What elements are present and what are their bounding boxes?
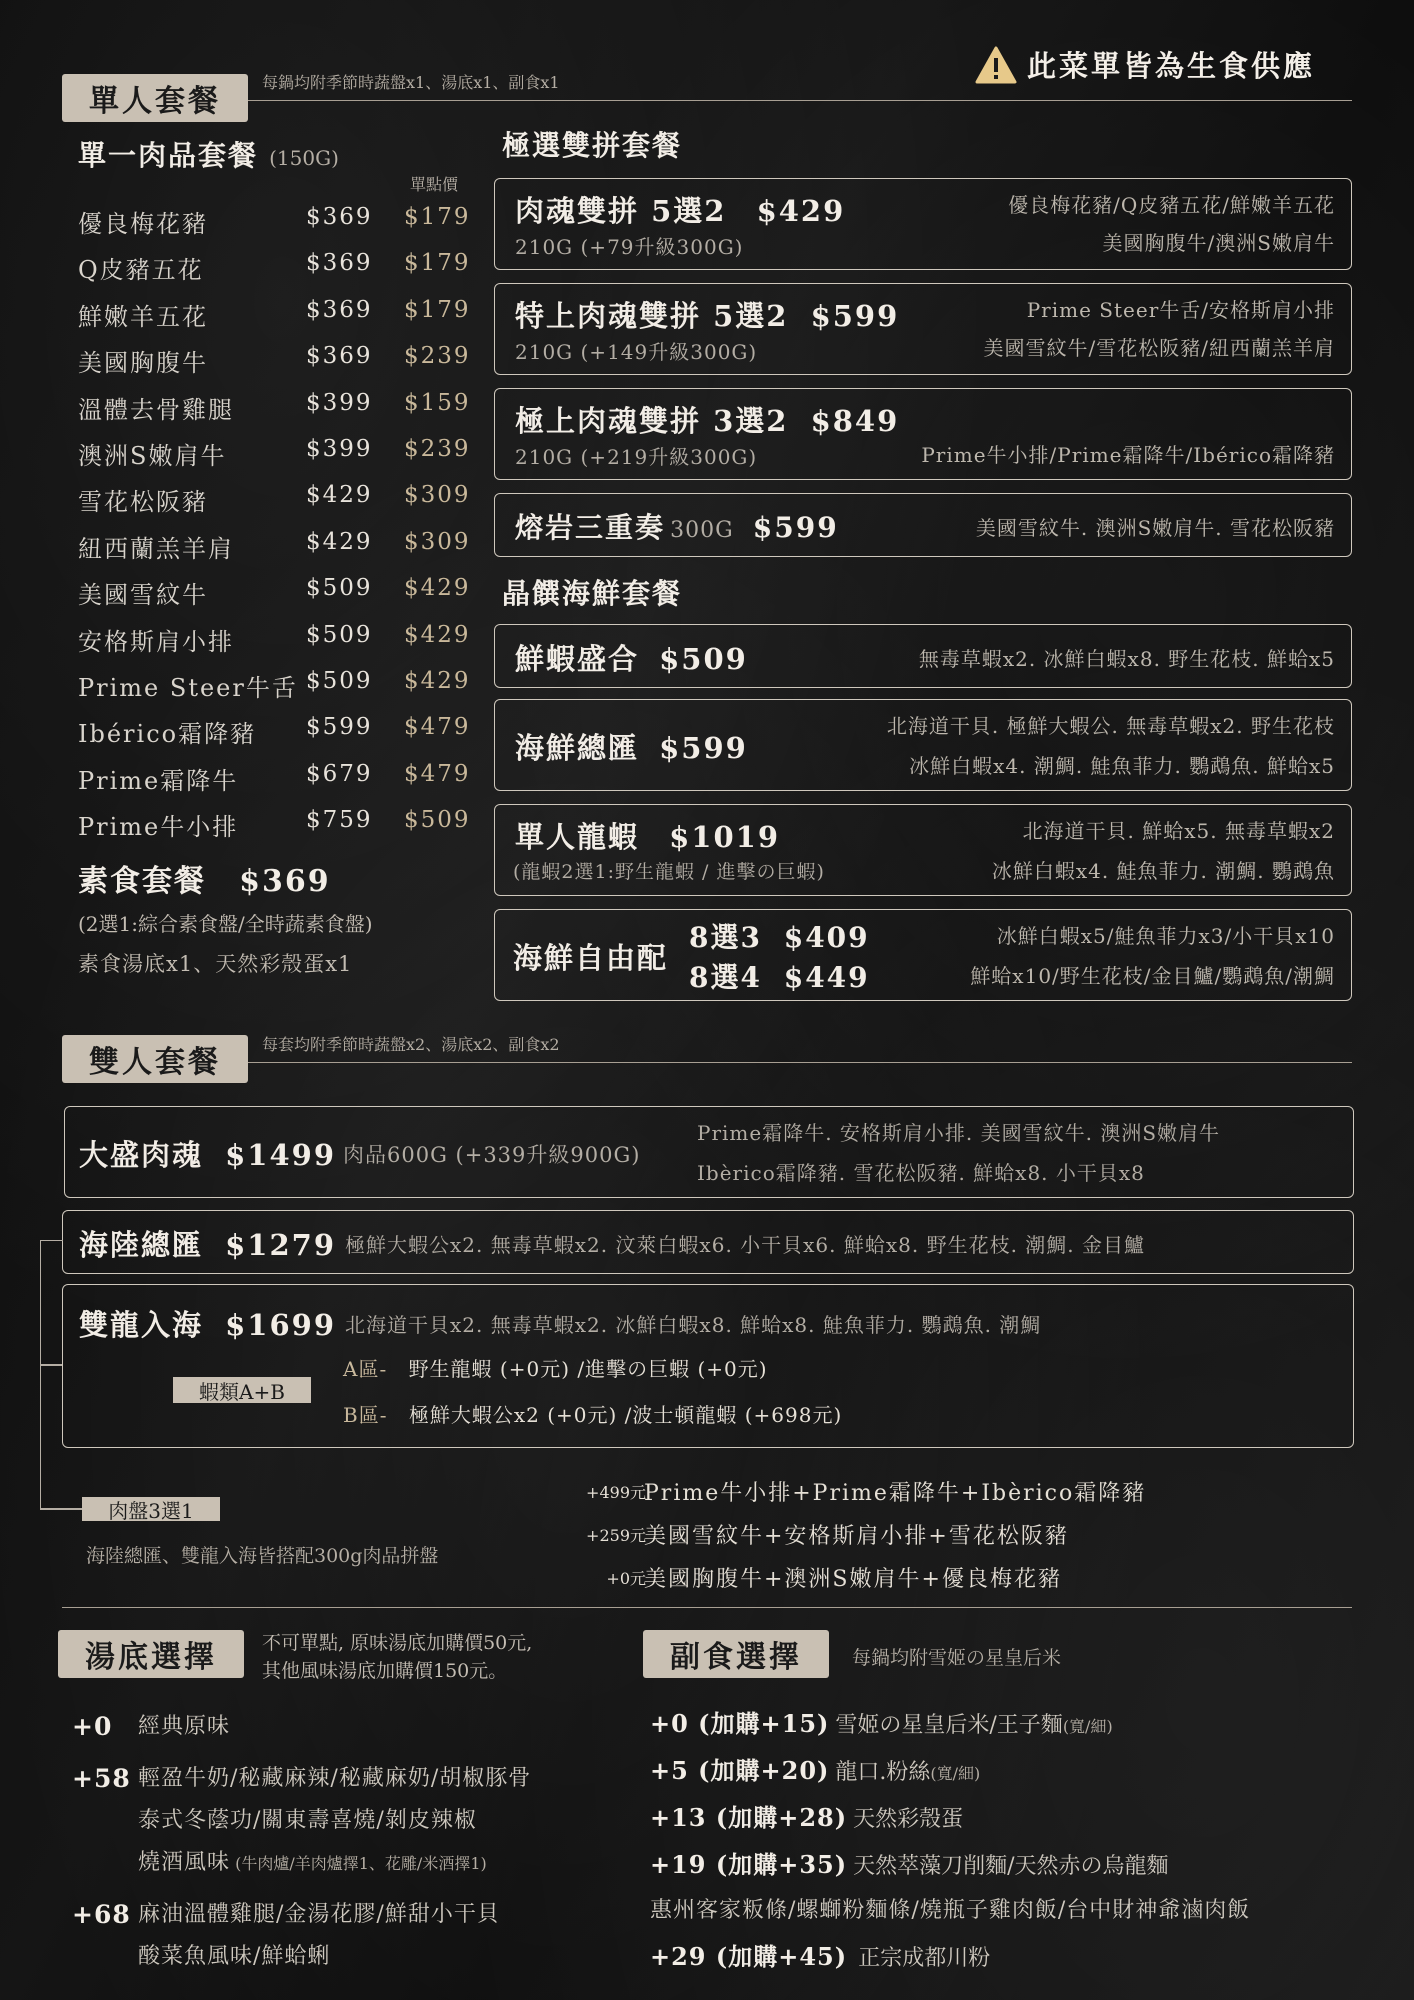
side-small-note: (寬/細) — [930, 1764, 981, 1783]
soup-flavor: 泰式冬蔭功/關東壽喜燒/剝皮辣椒 — [138, 1808, 477, 1833]
side-small-note: (寬/細) — [1062, 1717, 1113, 1736]
free-seafood-desc1: 冰鮮白蝦x5/鮭魚菲力x3/小干貝x10 — [996, 924, 1335, 948]
combo-price: $849 — [810, 404, 900, 438]
combo-name: 肉魂雙拼 5選2 — [515, 194, 727, 228]
shrimp-price: $509 — [659, 642, 748, 676]
meat-name: 雪花松阪豬 — [78, 488, 208, 517]
combo-desc1: Prime Steer牛舌/安格斯肩小排 — [1026, 298, 1335, 322]
connector-tick — [40, 1364, 62, 1366]
soup-add: +58 — [72, 1764, 131, 1793]
platter-add: +259元 — [586, 1526, 646, 1545]
raw-notice-text: 此菜單皆為生食供應 — [1027, 49, 1316, 83]
lava-price: $599 — [752, 511, 839, 544]
combo-title — [515, 294, 899, 335]
meat-single-price: $159 — [404, 389, 471, 416]
side-row — [650, 1700, 1350, 1747]
free-opt-2 — [689, 956, 870, 996]
meat-single-price: $179 — [404, 250, 471, 277]
seafood-combo-card — [494, 699, 1352, 791]
lobster-desc1: 北海道干貝. 鮮蛤x5. 無毒草蝦x2 — [1022, 819, 1335, 843]
meat-name: 紐西蘭羔羊肩 — [78, 534, 234, 563]
soup-flavor: 輕盈牛奶/秘藏麻辣/秘藏麻奶/胡椒豚骨 — [138, 1766, 532, 1791]
side-tag: 副食選擇 — [643, 1630, 829, 1678]
combo-name: 特上肉魂雙拼 5選2 — [515, 299, 789, 333]
meat-single-price: $479 — [404, 760, 471, 787]
platter-add: +499元 — [586, 1483, 646, 1502]
combo-name: 極上肉魂雙拼 3選2 — [515, 404, 789, 438]
lobster-desc2: 冰鮮白蝦x4. 鮭魚菲力. 潮鯛. 鸚鵡魚 — [991, 859, 1335, 883]
veg-set — [78, 856, 331, 900]
divider — [62, 1607, 1352, 1608]
ala-carte-label: 單點價 — [410, 175, 459, 194]
combo-card-1 — [494, 178, 1352, 270]
meat-row — [78, 521, 478, 567]
landsea-price: $1279 — [225, 1228, 337, 1262]
side-item: 天然彩殼蛋 — [853, 1807, 964, 1832]
soup-tag: 湯底選擇 — [58, 1630, 244, 1678]
platter-row — [520, 1515, 1340, 1558]
connector-bracket — [40, 1240, 63, 1509]
seafood-combo-price: $599 — [659, 731, 748, 765]
side-row — [650, 1747, 1350, 1794]
combo-sub: 210G (+219升級300G) — [515, 445, 758, 469]
soup-flavor: 麻油溫體雞腿/金湯花膠/鮮甜小干貝 — [138, 1902, 500, 1927]
free-opt-price: $409 — [783, 921, 870, 954]
combo-section-title: 極選雙拼套餐 — [502, 129, 683, 162]
side-row — [650, 1794, 1350, 1841]
side-row — [650, 1934, 1350, 1980]
meat-row — [78, 753, 478, 799]
meat-name: Ibérico霜降豬 — [78, 720, 257, 749]
side-add: +5 (加購+20) — [650, 1756, 830, 1785]
soup-row — [72, 1706, 632, 1748]
meat-set-price: $509 — [306, 667, 373, 694]
side-list — [650, 1700, 1350, 1980]
combo-card-3 — [494, 388, 1352, 480]
combo-sub: 210G (+79升級300G) — [515, 235, 744, 259]
lava-desc: 美國雪紋牛. 澳洲S嫩肩牛. 雪花松阪豬 — [975, 516, 1335, 540]
combo-desc2: 美國胸腹牛/澳洲S嫩肩牛 — [1102, 231, 1335, 255]
platter-add: +0元 — [606, 1569, 646, 1588]
free-seafood-desc2: 鮮蛤x10/野生花枝/金目鱸/鸚鵡魚/潮鯛 — [970, 964, 1335, 988]
lobster-card — [494, 804, 1352, 896]
side-add: +29 (加購+45) — [650, 1942, 848, 1971]
meat-row — [78, 799, 478, 845]
zone-a-label: A區- — [343, 1357, 388, 1381]
combo-title — [515, 399, 899, 440]
seafood-section-title: 晶饌海鮮套餐 — [502, 577, 683, 610]
meat-single-price: $309 — [404, 482, 471, 509]
landsea-desc: 極鮮大蝦公x2. 無毒草蝦x2. 汶萊白蝦x6. 小干貝x6. 鮮蛤x8. 野生花枝. 潮鯛. 金目鱸 — [345, 1233, 1146, 1257]
meat-single-price: $309 — [404, 528, 471, 555]
meat-name: 鮮嫩羊五花 — [78, 302, 208, 331]
meat-row — [78, 428, 478, 474]
meat-set-price: $369 — [306, 296, 373, 323]
meat-single-price: $429 — [404, 575, 471, 602]
zone-b-label: B區- — [343, 1403, 388, 1427]
meat-row — [78, 706, 478, 752]
big-meat-desc2: Ibèrico霜降豬. 雪花松阪豬. 鮮蛤x8. 小干貝x8 — [697, 1161, 1145, 1185]
dragon-desc: 北海道干貝x2. 無毒草蝦x2. 冰鮮白蝦x8. 鮮蛤x8. 鮭魚菲力. 鸚鵡魚. 潮鯛 — [345, 1313, 1042, 1337]
meat-name: Q皮豬五花 — [78, 256, 204, 285]
free-opt-label: 8選3 — [689, 921, 762, 954]
combo-sub: 210G (+149升級300G) — [515, 340, 758, 364]
big-meat-title: 大盛肉魂 — [79, 1138, 204, 1172]
soup-list — [72, 1706, 632, 1988]
meat-set-price: $759 — [306, 807, 373, 834]
meat-set-price: $599 — [306, 714, 373, 741]
combo-desc2: 美國雪紋牛/雪花松阪豬/紐西蘭羔羊肩 — [983, 336, 1335, 360]
meat-single-price: $239 — [404, 435, 471, 462]
lobster-sub: (龍蝦2選1:野生龍蝦 / 進擊の巨蝦) — [513, 861, 825, 883]
seafood-combo-heading — [515, 726, 748, 767]
dragon-heading — [79, 1303, 336, 1344]
combo-card-2 — [494, 283, 1352, 375]
shrimp-desc: 無毒草蝦x2. 冰鮮白蝦x8. 野生花枝. 鮮蛤x5 — [918, 647, 1335, 671]
soup-note1: 不可單點, 原味湯底加購價50元, — [262, 1632, 533, 1654]
shrimp-type-tag: 蝦類A+B — [173, 1377, 311, 1403]
seafood-combo-desc2: 冰鮮白蝦x4. 潮鯛. 鮭魚菲力. 鸚鵡魚. 鮮蛤x5 — [909, 754, 1335, 778]
combo-price: $429 — [756, 194, 846, 228]
big-meat-heading — [79, 1133, 336, 1174]
dragon-price: $1699 — [225, 1308, 337, 1342]
side-item: 雪姬の星皇后米/王子麵 — [835, 1713, 1063, 1738]
veg-set-line1: (2選1:綜合素食盤/全時蔬素食盤) — [78, 912, 373, 936]
meat-name: 美國胸腹牛 — [78, 349, 208, 378]
meat-name: Prime霜降牛 — [78, 766, 239, 795]
meat-single-price: $429 — [404, 621, 471, 648]
landsea-card — [62, 1210, 1354, 1274]
meat-set-price: $429 — [306, 528, 373, 555]
soup-flavor: 酸菜魚風味/鮮蛤蜊 — [138, 1944, 331, 1969]
meat-single-price: $509 — [404, 807, 471, 834]
double-set-note: 每套均附季節時蔬盤x2、湯底x2、副食x2 — [262, 1035, 560, 1054]
meat-platter-tag: 肉盤3選1 — [82, 1497, 220, 1521]
platter-items: 美國胸腹牛+澳洲S嫩肩牛+優良梅花豬 — [644, 1567, 1062, 1592]
meat-set-price: $679 — [306, 760, 373, 787]
meat-set-weight: (150G) — [269, 146, 339, 170]
soup-note2: 其他風味湯底加購價150元。 — [262, 1660, 508, 1682]
free-opt-label: 8選4 — [689, 961, 762, 994]
meat-row — [78, 335, 478, 381]
shrimp-heading — [515, 637, 748, 678]
landsea-heading — [79, 1223, 336, 1264]
dragon-title: 雙龍入海 — [79, 1308, 204, 1342]
lobster-title: 單人龍蝦 — [515, 820, 640, 854]
side-item: 龍口.粉絲 — [835, 1760, 931, 1785]
side-extra-line: 惠州客家粄條/螺螄粉麵條/燒瓶子雞肉飯/台中財神爺滷肉飯 — [650, 1898, 1251, 1923]
big-meat-card — [64, 1106, 1354, 1198]
meat-set-price: $429 — [306, 482, 373, 509]
soup-small-note: (牛肉爐/羊肉爐擇1、花雕/米酒擇1) — [235, 1854, 487, 1873]
soup-add: +0 — [72, 1712, 113, 1741]
shrimp-title: 鮮蝦盛合 — [515, 642, 640, 676]
big-meat-price: $1499 — [225, 1138, 337, 1172]
zone-a — [343, 1353, 768, 1382]
meat-single-price: $429 — [404, 667, 471, 694]
side-row — [650, 1841, 1350, 1888]
meat-name: 溫體去骨雞腿 — [78, 395, 234, 424]
free-opt-price: $449 — [783, 961, 870, 994]
meat-set-price: $509 — [306, 621, 373, 648]
veg-set-line2: 素食湯底x1、天然彩殼蛋x1 — [78, 952, 353, 976]
meat-set-price: $369 — [306, 250, 373, 277]
meat-set-heading — [78, 134, 339, 174]
meat-row — [78, 474, 478, 520]
big-meat-sub: 肉品600G (+339升級900G) — [343, 1143, 641, 1167]
meat-name: 優良梅花豬 — [78, 210, 208, 238]
zone-b — [343, 1399, 842, 1428]
double-set-tag: 雙人套餐 — [62, 1035, 248, 1083]
combo-price: $599 — [810, 299, 900, 333]
free-seafood-card — [494, 909, 1352, 1001]
platter-row — [520, 1558, 1340, 1601]
combo-desc2: Prime牛小排/Prime霜降牛/Ibérico霜降豬 — [921, 443, 1335, 467]
meat-set-price: $399 — [306, 389, 373, 416]
dragon-card — [62, 1284, 1354, 1448]
soup-flavor: 經典原味 — [138, 1714, 231, 1739]
combo-desc1: 優良梅花豬/Q皮豬五花/鮮嫩羊五花 — [1008, 193, 1335, 217]
divider — [248, 1062, 1352, 1063]
meat-single-price: $179 — [404, 296, 471, 323]
meat-name: 澳洲S嫩肩牛 — [78, 441, 227, 470]
single-set-note: 每鍋均附季節時蔬盤x1、湯底x1、副食x1 — [262, 73, 560, 92]
meat-single-price: $479 — [404, 714, 471, 741]
side-add: +19 (加購+35) — [650, 1850, 848, 1879]
lava-weight: 300G — [670, 518, 734, 543]
meat-set-price: $369 — [306, 343, 373, 370]
side-item: 正宗成都川粉 — [858, 1946, 991, 1971]
meat-platter-note: 海陸總匯、雙龍入海皆搭配300g肉品拼盤 — [86, 1545, 439, 1567]
meat-name: 美國雪紋牛 — [78, 581, 208, 610]
platter-items: 美國雪紋牛+安格斯肩小排+雪花松阪豬 — [644, 1524, 1069, 1549]
side-item: 天然萃藻刀削麵/天然赤の烏龍麵 — [853, 1854, 1169, 1879]
meat-set-price: $509 — [306, 575, 373, 602]
meat-row — [78, 289, 478, 335]
meat-row — [78, 614, 478, 660]
meat-name: 安格斯肩小排 — [78, 627, 234, 656]
combo-title — [515, 189, 845, 230]
meat-row — [78, 196, 478, 242]
soup-add: +68 — [72, 1900, 131, 1929]
connector-foot — [40, 1508, 82, 1510]
meat-row — [78, 382, 478, 428]
meat-single-price: $179 — [404, 204, 471, 230]
side-add: +0 (加購+15) — [650, 1709, 830, 1738]
meat-set-title: 單一肉品套餐 — [78, 139, 259, 172]
zone-b-text: 極鮮大蝦公x2 (+0元) /波士頓龍蝦 (+698元) — [408, 1403, 843, 1427]
divider — [248, 100, 1352, 101]
lava-title: 熔岩三重奏 — [515, 511, 666, 544]
lava-heading — [515, 506, 839, 546]
platter-row — [520, 1472, 1340, 1515]
platter-list — [520, 1472, 1340, 1601]
meat-row — [78, 242, 478, 288]
meat-name: Prime牛小排 — [78, 813, 239, 842]
warning-triangle-icon — [975, 46, 1017, 84]
landsea-title: 海陸總匯 — [79, 1228, 204, 1262]
big-meat-desc1: Prime霜降牛. 安格斯肩小排. 美國雪紋牛. 澳洲S嫩肩牛 — [697, 1121, 1221, 1145]
single-set-tag: 單人套餐 — [62, 74, 248, 122]
veg-set-price: $369 — [239, 864, 331, 899]
veg-set-title: 素食套餐 — [78, 864, 206, 899]
meat-list — [78, 196, 478, 845]
shrimp-card — [494, 624, 1352, 688]
meat-single-price: $239 — [404, 343, 471, 370]
meat-row — [78, 660, 478, 706]
meat-row — [78, 567, 478, 613]
side-note: 每鍋均附雪姬の星皇后米 — [852, 1647, 1062, 1669]
lava-card — [494, 493, 1352, 557]
lobster-heading — [515, 815, 780, 856]
side-add: +13 (加購+28) — [650, 1803, 848, 1832]
seafood-combo-title: 海鮮總匯 — [515, 731, 640, 765]
zone-a-text: 野生龍蝦 (+0元) /進擊の巨蝦 (+0元) — [408, 1357, 768, 1381]
free-seafood-title: 海鮮自由配 — [513, 941, 669, 975]
platter-items: Prime牛小排+Prime霜降牛+Ibèrico霜降豬 — [644, 1481, 1147, 1506]
meat-set-price: $369 — [306, 204, 373, 230]
free-opt-1 — [689, 916, 870, 956]
lobster-price: $1019 — [669, 820, 781, 854]
meat-set-price: $399 — [306, 435, 373, 462]
raw-notice — [975, 44, 1315, 85]
seafood-combo-desc1: 北海道干貝. 極鮮大蝦公. 無毒草蝦x2. 野生花枝 — [886, 714, 1335, 738]
soup-row — [72, 1758, 632, 1884]
meat-name: Prime Steer牛舌 — [78, 673, 298, 702]
soup-row — [72, 1894, 632, 1978]
soup-flavor: 燒酒風味 — [138, 1850, 231, 1875]
